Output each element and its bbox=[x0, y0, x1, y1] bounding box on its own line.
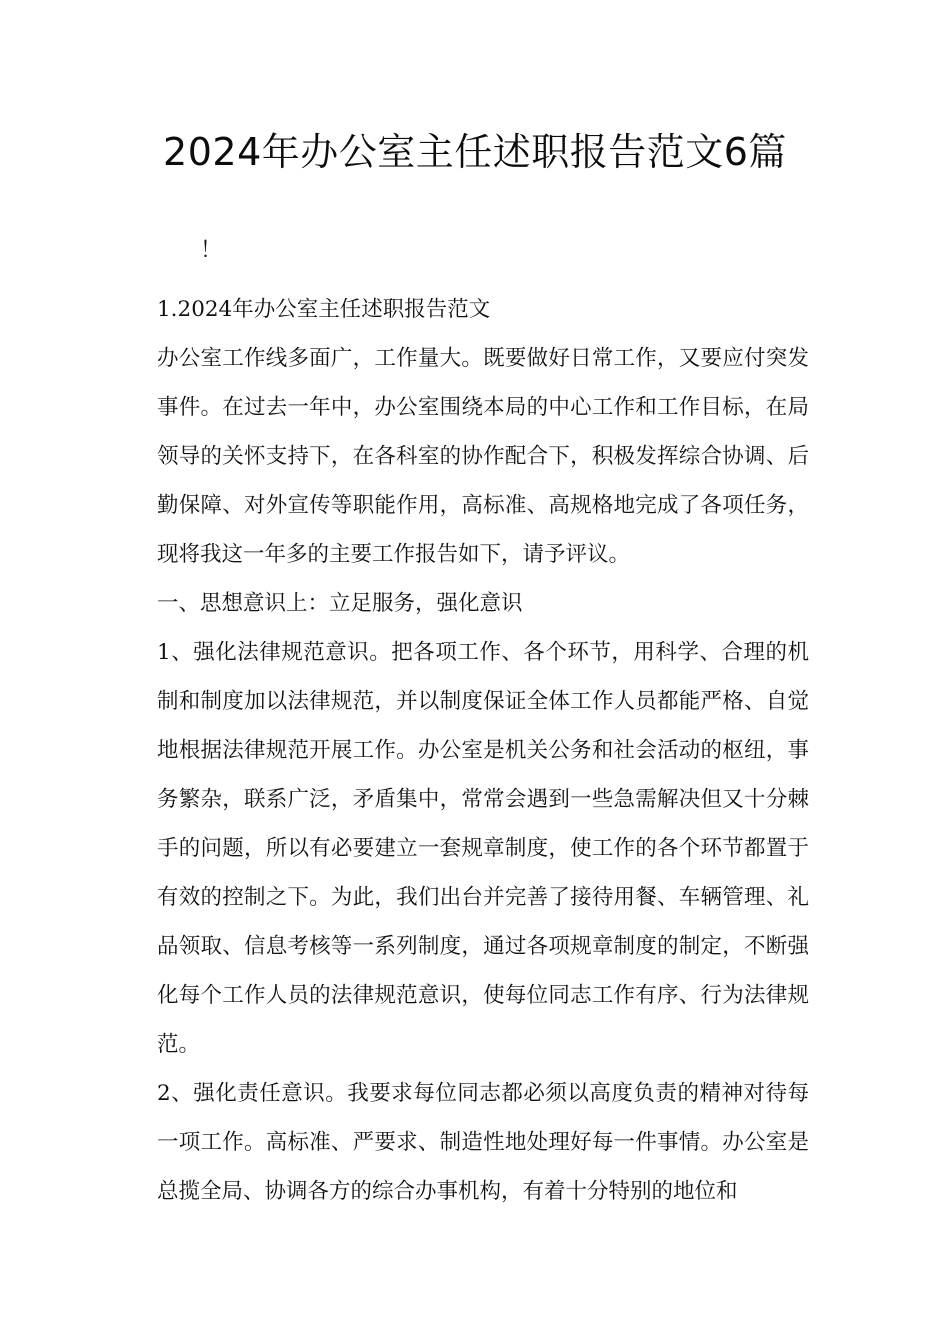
document-title: 2024年办公室主任述职报告范文6篇 bbox=[163, 130, 787, 174]
exclamation-mark: ！ bbox=[200, 238, 223, 263]
paragraph: 办公室工作线多面广，工作量大。既要做好日常工作，又要应付突发事件。在过去一年中，办公室围绕本局的中心工作和工作目标，在局领导的关怀支持下，在各科室的协作配合下，积极发挥综合协调、后勤保障、对外宣传等职能作用，高标准、高规格地完成了各项任务，现将我这一年多的主要工作报告如下，请予评议。 bbox=[157, 346, 809, 567]
document-body bbox=[145, 285, 809, 1216]
paragraph: 2、强化责任意识。我要求每位同志都必须以高度负责的精神对待每一项工作。高标准、严要求、制造性地处理好每一件事情。办公室是总揽全局、协调各方的综合办事机构，有着十分特别的地位和 bbox=[157, 1081, 809, 1204]
section-heading: 1.2024年办公室主任述职报告范文 bbox=[157, 297, 491, 322]
section-heading: 一、思想意识上：立足服务，强化意识 bbox=[157, 591, 523, 616]
paragraph: 1、强化法律规范意识。把各项工作、各个环节，用科学、合理的机制和制度加以法律规范，并以制度保证全体工作人员都能严格、自觉地根据法律规范开展工作。办公室是机关公务和社会活动的枢纽，事务繁杂，联系广泛，矛盾集中，常常会遇到一些急需解决但又十分棘手的问题，所以有必要建立一套规章制度，使工作的各个环节都置于有效的控制之下。为此，我们出台并完善了接待用餐、车辆管理、礼品领取、信息考核等一系列制度，通过各项规章制度的制定，不断强化每个工作人员的法律规范意识，使每位同志工作有序、行为法律规范。 bbox=[157, 640, 809, 1057]
